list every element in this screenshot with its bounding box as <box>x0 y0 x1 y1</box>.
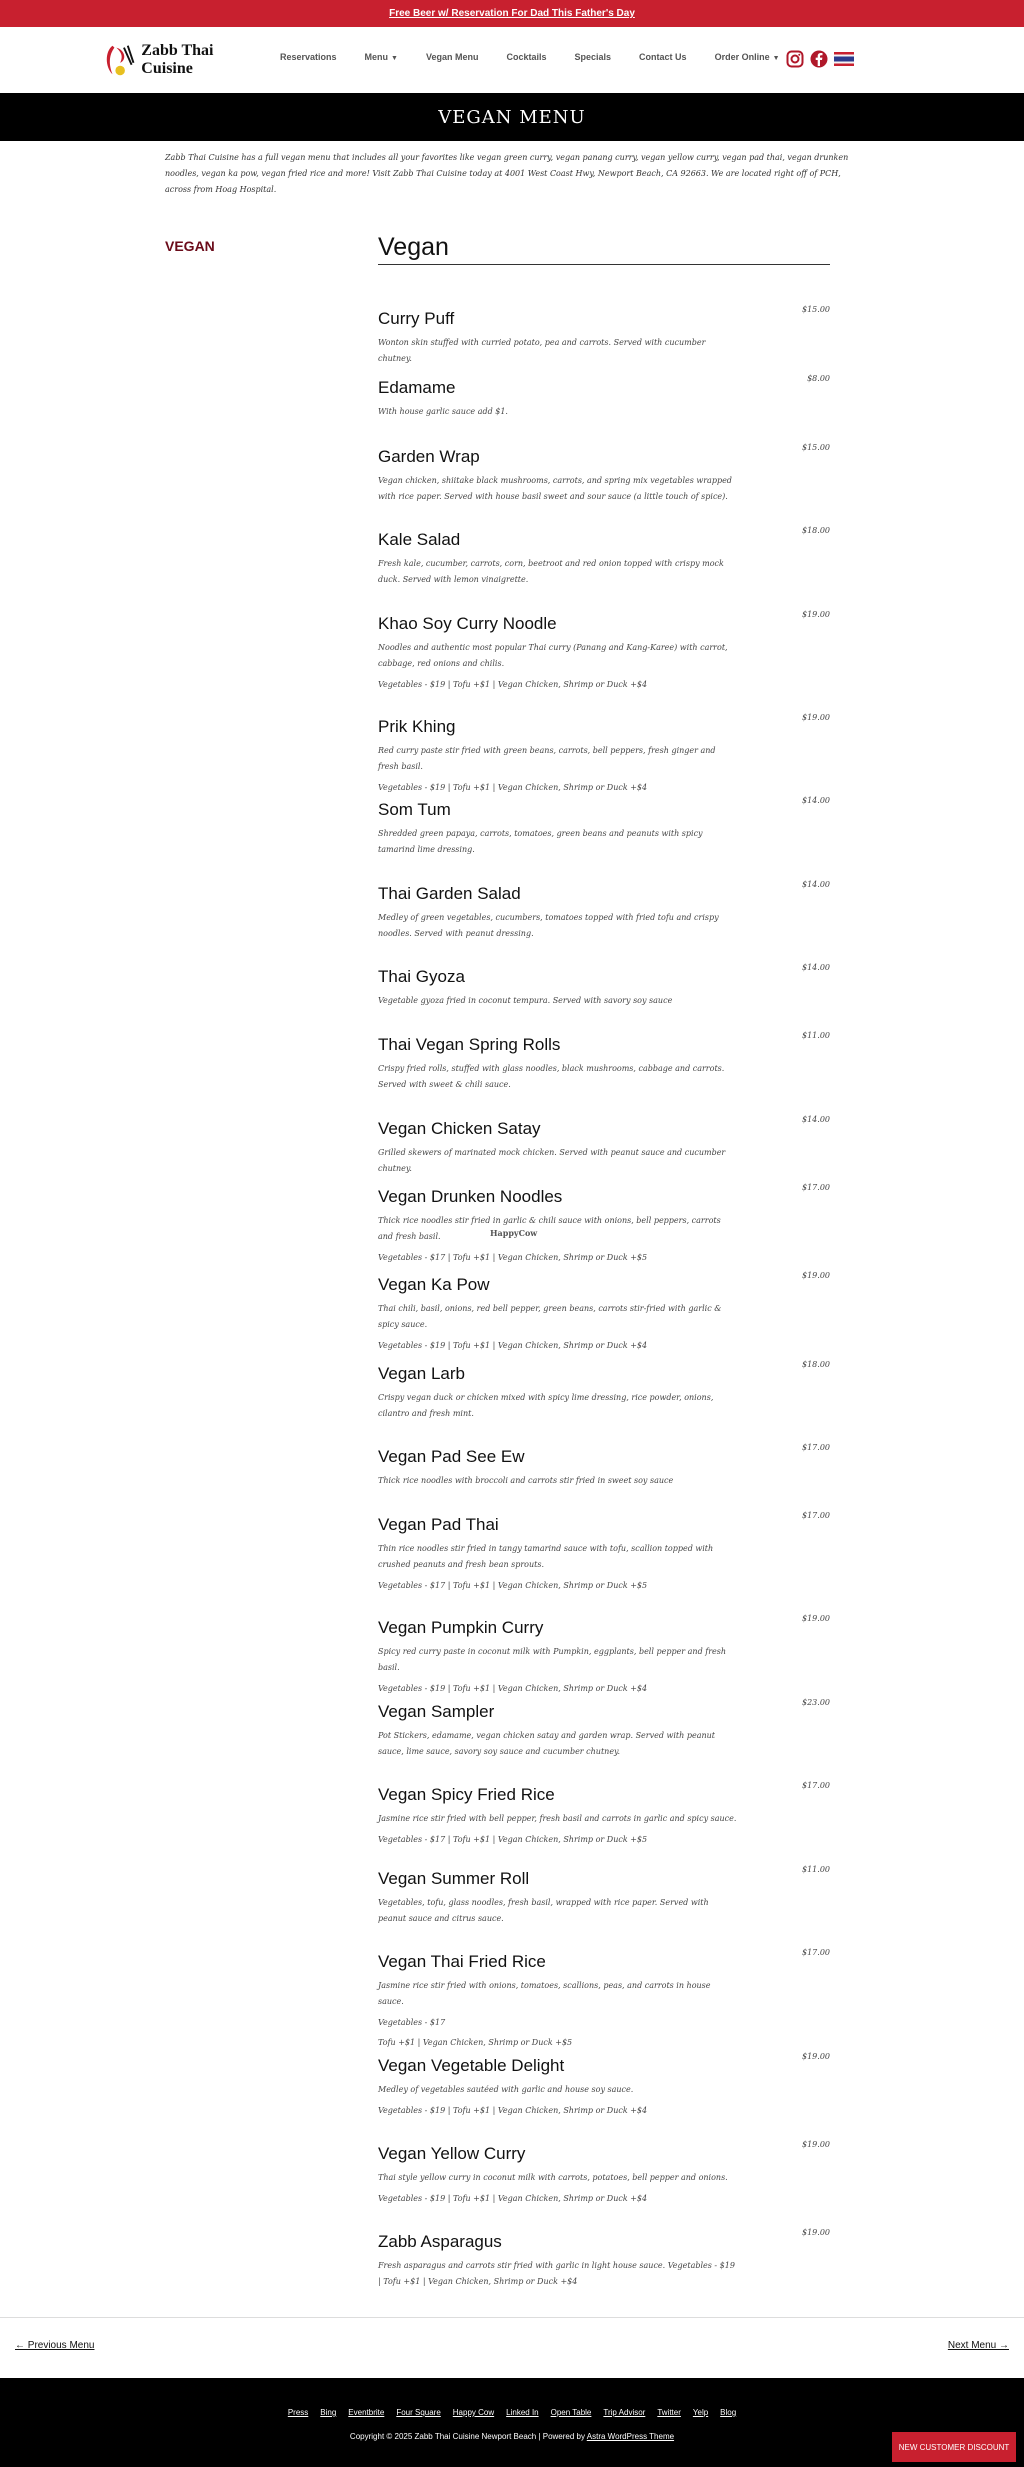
menu-item-name: Vegan Chicken Satay <box>378 1119 541 1138</box>
menu-item <box>378 1443 830 1489</box>
menu-item-price: $14.00 <box>802 963 830 972</box>
menu-item-price: $19.00 <box>802 2140 830 2149</box>
menu-item-name: Vegan Spicy Fried Rice <box>378 1785 555 1804</box>
menu-item-description: Grilled skewers of marinated mock chicken. Served with peanut sauce and cucumber chutney. <box>378 1148 726 1173</box>
menu-item <box>378 1271 830 1354</box>
menu-item <box>378 1865 830 1927</box>
footer-link-eventbrite[interactable]: Eventbrite <box>348 2408 385 2417</box>
menu-item <box>378 1183 830 1266</box>
menu-item-options: Vegetables - $17 | Tofu +$1 | Vegan Chicken, Shrimp or Duck +$5 <box>378 1253 648 1262</box>
promo-link[interactable]: Free Beer w/ Reservation For Dad This Father's Day <box>389 8 635 19</box>
menu-category-heading: VEGAN <box>165 238 215 254</box>
menu-item-name: Thai Gyoza <box>378 967 465 986</box>
footer-link-twitter[interactable]: Twitter <box>657 2408 681 2417</box>
menu-item-price: $23.00 <box>802 1698 830 1707</box>
menu-item-price: $14.00 <box>802 880 830 889</box>
menu-item-description: With house garlic sauce add $1. <box>378 407 508 416</box>
menu-item-price: $18.00 <box>802 1360 830 1369</box>
menu-item-name: Vegan Larb <box>378 1364 465 1383</box>
menu-item-description: Vegetable gyoza fried in coconut tempura. Served with savory soy sauce <box>378 996 673 1005</box>
menu-item-description: Noodles and authentic most popular Thai curry (Panang and Kang-Karee) with carrot, cabbage, red onions and chilis. <box>378 643 728 668</box>
nav-contact-us[interactable]: Contact Us <box>639 52 687 62</box>
menu-item-description: Fresh asparagus and carrots stir fried with garlic in light house sauce. Vegetables - $19 | Tofu +$1 | Vegan Chicken, Shrimp or Duck +$4 <box>378 2261 735 2286</box>
menu-item-price: $8.00 <box>807 374 830 383</box>
previous-menu-link[interactable]: ← Previous Menu <box>15 2340 95 2351</box>
menu-item-description: Wonton skin stuffed with curried potato, pea and carrots. Served with cucumber chutney. <box>378 338 706 363</box>
menu-item <box>378 2052 830 2119</box>
menu-item <box>378 1698 830 1760</box>
menu-item <box>378 305 830 367</box>
intro-text: Zabb Thai Cuisine has a full vegan menu that includes all your favorites like vegan green curry, vegan panang curry, vegan yellow curry, vegan pad thai, vegan drunken noodles, vegan ka pow, vegan fried rice and more! Visit Zabb Thai Cuisine today at 4001 West Coast Hwy, Newport Beach, CA 92663. We are located right off of PCH, across from Hoag Hospital. <box>165 153 849 194</box>
menu-item-price: $17.00 <box>802 1443 830 1452</box>
menu-item-description: Medley of vegetables sautéed with garlic and house soy sauce. <box>378 2085 634 2094</box>
happycow-badge[interactable]: HappyCow <box>490 1228 538 1238</box>
menu-item-description: Thin rice noodles stir fried in tangy tamarind sauce with tofu, scallion topped with crushed peanuts and fresh bean sprouts. <box>378 1544 714 1569</box>
new-customer-discount-button[interactable]: NEW CUSTOMER DISCOUNT <box>892 2432 1016 2462</box>
menu-item-description: Medley of green vegetables, cucumbers, tomatoes topped with fried tofu and crispy noodles. Served with peanut dressing. <box>378 913 719 938</box>
menu-item-name: Vegan Summer Roll <box>378 1869 530 1888</box>
menu-item-options: Vegetables - $19 | Tofu +$1 | Vegan Chicken, Shrimp or Duck +$4 <box>378 1341 648 1350</box>
menu-item-description: Thick rice noodles with broccoli and carrots stir fried in sweet soy sauce <box>378 1476 674 1485</box>
footer-link-four-square[interactable]: Four Square <box>396 2408 441 2417</box>
menu-item <box>378 2228 830 2290</box>
menu-item-description: Thai chili, basil, onions, red bell pepper, green beans, carrots stir-fried with garlic & spicy sauce. <box>378 1304 722 1329</box>
main-nav <box>266 52 794 62</box>
footer-link-bing[interactable]: Bing <box>320 2408 337 2417</box>
footer-link-happy-cow[interactable]: Happy Cow <box>452 2408 495 2417</box>
next-menu-link[interactable]: Next Menu → <box>947 2340 1009 2351</box>
menu-item-name: Som Tum <box>378 800 451 819</box>
menu-item-options: Vegetables - $17 | Tofu +$1 | Vegan Chicken, Shrimp or Duck +$5 <box>378 1581 648 1590</box>
menu-item-name: Edamame <box>378 378 456 397</box>
menu-item-name: Vegan Ka Pow <box>378 1275 490 1294</box>
menu-item-price: $14.00 <box>802 796 830 805</box>
menu-item-description: Thick rice noodles stir fried in garlic & chili sauce with onions, bell peppers, carrots and fresh basil. <box>378 1216 721 1241</box>
chevron-down-icon: ▼ <box>772 55 780 62</box>
menu-item-price: $14.00 <box>802 1115 830 1124</box>
powered-by-link[interactable]: Astra WordPress Theme <box>586 2432 675 2441</box>
footer-link-linked-in[interactable]: Linked In <box>506 2408 539 2417</box>
menu-item <box>378 610 830 693</box>
menu-item-description: Crispy vegan duck or chicken mixed with spicy lime dressing, rice powder, onions, cilantro and fresh mint. <box>378 1393 714 1418</box>
menu-item <box>378 796 830 858</box>
menu-item <box>378 1360 830 1422</box>
menu-item <box>378 374 830 420</box>
menu-item <box>378 1781 830 1848</box>
menu-item <box>378 443 830 505</box>
footer-link-press[interactable]: Press <box>287 2408 309 2417</box>
footer-links <box>0 2408 1024 2417</box>
page-hero <box>0 93 1024 141</box>
site-footer <box>0 2378 1024 2467</box>
nav-menu[interactable] <box>365 52 398 62</box>
menu-item-price: $19.00 <box>802 1614 830 1623</box>
menu-item-name: Vegan Drunken Noodles <box>378 1187 563 1206</box>
page-title: VEGAN MENU <box>438 106 586 128</box>
menu-item-description: Fresh kale, cucumber, carrots, corn, beetroot and red onion topped with crispy mock duck. Served with lemon vinaigrette. <box>378 559 724 584</box>
menu-item-name: Khao Soy Curry Noodle <box>378 614 557 633</box>
menu-item-description: Jasmine rice stir fried with onions, tomatoes, scallions, peas, and carrots in house sauce. <box>378 1981 711 2006</box>
menu-item-description: Red curry paste stir fried with green beans, carrots, bell peppers, fresh ginger and fresh basil. <box>378 746 716 771</box>
flag-icon[interactable] <box>834 51 854 67</box>
menu-item-name: Vegan Pumpkin Curry <box>378 1618 544 1637</box>
copyright-text: Copyright © 2025 Zabb Thai Cuisine Newport Beach | Powered by <box>349 2432 587 2441</box>
menu-item-description: Vegetables, tofu, glass noodles, fresh basil, wrapped with rice paper. Served with peanut sauce and citrus sauce. <box>378 1898 709 1923</box>
menu-item-options: Vegetables - $19 | Tofu +$1 | Vegan Chicken, Shrimp or Duck +$4 <box>378 783 648 792</box>
menu-item <box>378 1115 830 1177</box>
menu-item-options: Vegetables - $17 | Tofu +$1 | Vegan Chicken, Shrimp or Duck +$5 <box>378 1835 648 1844</box>
menu-section-title: Vegan <box>378 233 830 265</box>
nav-order-online-label: Order Online <box>714 52 770 62</box>
menu-item-name: Thai Vegan Spring Rolls <box>378 1035 561 1054</box>
site-header <box>0 27 1024 93</box>
menu-item <box>378 880 830 942</box>
menu-item-price: $18.00 <box>802 526 830 535</box>
menu-item-name: Vegan Pad See Ew <box>378 1447 525 1466</box>
footer-link-yelp[interactable]: Yelp <box>692 2408 709 2417</box>
menu-item-description: Crispy fried rolls, stuffed with glass noodles, black mushrooms, cabbage and carrots. Served with sweet & chili sauce. <box>378 1064 725 1089</box>
footer-link-blog[interactable]: Blog <box>720 2408 737 2417</box>
menu-item-name: Prik Khing <box>378 717 456 736</box>
menu-item <box>378 1614 830 1697</box>
nav-cocktails[interactable]: Cocktails <box>506 52 547 62</box>
menu-item-options: Vegetables - $19 | Tofu +$1 | Vegan Chicken, Shrimp or Duck +$4 <box>378 1684 648 1693</box>
menu-item-price: $19.00 <box>802 610 830 619</box>
menu-item-name: Garden Wrap <box>378 447 480 466</box>
menu-item-price: $17.00 <box>802 1781 830 1790</box>
menu-item-name: Vegan Sampler <box>378 1702 495 1721</box>
nav-menu-label: Menu <box>364 52 389 62</box>
menu-item <box>378 963 830 1009</box>
menu-item-price: $15.00 <box>802 305 830 314</box>
footer-link-trip-advisor[interactable]: Trip Advisor <box>603 2408 646 2417</box>
facebook-icon[interactable] <box>810 50 828 68</box>
menu-item-description: Pot Stickers, edamame, vegan chicken satay and garden wrap. Served with peanut sauce, lime sauce, savory soy sauce and cucumber chutney. <box>378 1731 715 1756</box>
menu-item-price: $19.00 <box>802 2228 830 2237</box>
footer-link-open-table[interactable]: Open Table <box>550 2408 592 2417</box>
menu-item-options: Vegetables - $19 | Tofu +$1 | Vegan Chicken, Shrimp or Duck +$4 <box>378 2106 648 2115</box>
menu-item-name: Curry Puff <box>378 309 455 328</box>
menu-item-options: Vegetables - $19 | Tofu +$1 | Vegan Chicken, Shrimp or Duck +$4 <box>378 680 648 689</box>
menu-item-price: $17.00 <box>802 1511 830 1520</box>
menu-item-price: $17.00 <box>802 1948 830 1957</box>
menu-item-description: Jasmine rice stir fried with bell pepper, fresh basil and carrots in garlic and spicy sauce. <box>378 1814 737 1823</box>
logo-icon <box>103 41 137 79</box>
instagram-icon[interactable] <box>786 50 804 68</box>
menu-item-description: Thai style yellow curry in coconut milk with carrots, potatoes, bell pepper and onions. <box>378 2173 728 2182</box>
nav-vegan-menu[interactable]: Vegan Menu <box>425 52 479 62</box>
menu-item-description: Vegan chicken, shiitake black mushrooms, carrots, and spring mix vegetables wrapped with rice paper. Served with house basil sweet and sour sauce (a little touch of spice). <box>378 476 732 501</box>
nav-order-online[interactable] <box>715 52 780 62</box>
menu-item-price: $17.00 <box>802 1183 830 1192</box>
menu-item-price: $15.00 <box>802 443 830 452</box>
menu-item <box>378 1031 830 1093</box>
menu-item-options: Vegetables - $17 <box>378 2018 446 2027</box>
menu-item-options: Tofu +$1 | Vegan Chicken, Shrimp or Duck +$5 <box>378 2038 573 2047</box>
menu-item <box>378 713 830 796</box>
menu-item <box>378 1511 830 1594</box>
menu-item-name: Zabb Asparagus <box>378 2232 502 2251</box>
social-links <box>786 50 860 68</box>
menu-item-name: Vegan Yellow Curry <box>378 2144 526 2163</box>
menu-item-price: $11.00 <box>802 1031 830 1040</box>
divider <box>0 2317 1024 2318</box>
menu-item-name: Vegan Thai Fried Rice <box>378 1952 546 1971</box>
menu-item-name: Thai Garden Salad <box>378 884 521 903</box>
menu-item-price: $19.00 <box>802 2052 830 2061</box>
menu-item-name: Kale Salad <box>378 530 461 549</box>
menu-item-name: Vegan Pad Thai <box>378 1515 499 1534</box>
menu-item-description: Spicy red curry paste in coconut milk with Pumpkin, eggplants, bell pepper and fresh basil. <box>378 1647 727 1672</box>
logo[interactable] <box>103 41 263 79</box>
menu-item-price: $19.00 <box>802 713 830 722</box>
copyright <box>0 2432 1024 2441</box>
nav-specials[interactable]: Specials <box>574 52 612 62</box>
brand-name: Zabb Thai Cuisine <box>141 42 214 77</box>
promo-banner <box>0 0 1024 27</box>
menu-item-name: Vegan Vegetable Delight <box>378 2056 565 2075</box>
chevron-down-icon: ▼ <box>391 55 398 62</box>
menu-item-price: $11.00 <box>802 1865 830 1874</box>
nav-reservations[interactable]: Reservations <box>280 52 337 62</box>
menu-item-description: Shredded green papaya, carrots, tomatoes, green beans and peanuts with spicy tamarind lime dressing. <box>378 829 703 854</box>
menu-item-price: $19.00 <box>802 1271 830 1280</box>
menu-item-options: Vegetables - $19 | Tofu +$1 | Vegan Chicken, Shrimp or Duck +$4 <box>378 2194 648 2203</box>
menu-item <box>378 1948 830 2051</box>
menu-item <box>378 2140 830 2207</box>
menu-item <box>378 526 830 588</box>
